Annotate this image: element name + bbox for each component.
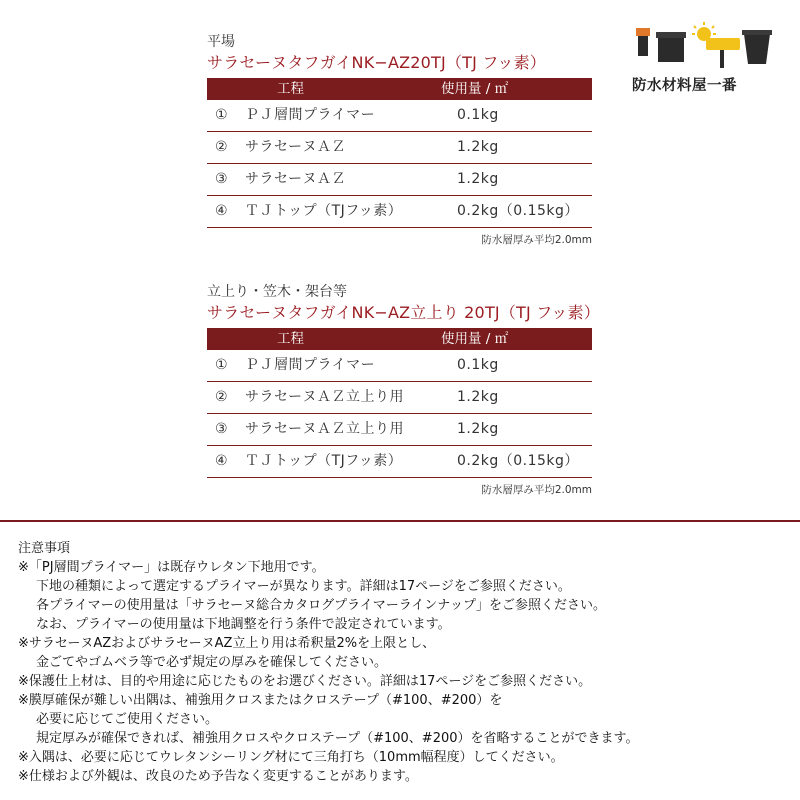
note-line: ※仕様および外観は、改良のため予告なく変更することがあります。 — [18, 769, 418, 784]
section-divider — [0, 520, 800, 522]
note-line: なお、プライマーの使用量は下地調整を行う条件で設定されています。 — [36, 617, 451, 632]
section-label: 平場 — [207, 34, 235, 50]
header-usage: 使用量 / ㎡ — [441, 81, 509, 97]
header-process: 工程 — [277, 331, 304, 347]
note-line: ※保護仕上材は、目的や用途に応じたものをお選びください。詳細は17ページをご参照ください。 — [18, 674, 592, 689]
row-material: ＴＪトップ（TJフッ素） — [245, 453, 403, 469]
note-line: 各プライマーの使用量は「サラセーヌ総合カタログプライマーラインナップ」をご参照ください。 — [36, 598, 607, 613]
row-material: サラセーヌＡＺ — [245, 171, 346, 187]
table-row — [207, 382, 592, 414]
notes-title: 注意事項 — [18, 541, 71, 556]
note-line: 必要に応じてご使用ください。 — [36, 712, 219, 727]
row-amount: 1.2kg — [457, 139, 499, 155]
thickness-note: 防水層厚み平均2.0mm — [481, 484, 592, 496]
table-row — [207, 132, 592, 164]
table-header — [207, 78, 592, 100]
row-material: ＰＪ層間プライマー — [245, 357, 376, 373]
note-line: ※「PJ層間プライマー」は既存ウレタン下地用です。 — [18, 560, 325, 575]
table-row — [207, 100, 592, 132]
row-amount: 1.2kg — [457, 171, 499, 187]
note-line: 下地の種類によって選定するプライマーが異なります。詳細は17ページをご参照ください。 — [36, 579, 571, 594]
note-line: 規定厚みが確保できれば、補強用クロスやクロステープ（#100、#200）を省略することができます。 — [36, 731, 639, 746]
thickness-note: 防水層厚み平均2.0mm — [481, 234, 592, 246]
table-row — [207, 164, 592, 196]
note-line: ※膜厚確保が難しい出隅は、補強用クロスまたはクロステープ（#100、#200）を — [18, 693, 503, 708]
table-row — [207, 350, 592, 382]
table-row — [207, 446, 592, 478]
row-number: ④ — [215, 203, 228, 219]
spec-title: サラセーヌタフガイNK−AZ20TJ（TJ フッ素） — [207, 53, 547, 72]
spec-title: サラセーヌタフガイNK−AZ立上り 20TJ（TJ フッ素） — [207, 303, 600, 322]
row-material: サラセーヌＡＺ立上り用 — [245, 421, 404, 437]
header-process: 工程 — [277, 81, 304, 97]
row-amount: 1.2kg — [457, 421, 499, 437]
row-number: ③ — [215, 421, 228, 437]
row-amount: 0.1kg — [457, 107, 499, 123]
note-line: ※入隅は、必要に応じてウレタンシーリング材にて三角打ち（10mm幅程度）してください。 — [18, 750, 564, 765]
row-number: ① — [215, 107, 228, 123]
notes-block — [18, 539, 788, 786]
row-number: ① — [215, 357, 228, 373]
rise-section — [207, 282, 600, 502]
table-row — [207, 196, 592, 228]
row-material: サラセーヌＡＺ立上り用 — [245, 389, 404, 405]
row-material: ＰＪ層間プライマー — [245, 107, 376, 123]
section-label: 立上り・笠木・架台等 — [207, 284, 347, 300]
flat-section — [207, 32, 592, 252]
row-material: ＴＪトップ（TJフッ素） — [245, 203, 403, 219]
row-amount: 0.1kg — [457, 357, 499, 373]
note-line: ※サラセーヌAZおよびサラセーヌAZ立上り用は希釈量2%を上限とし、 — [18, 636, 436, 651]
table-header — [207, 328, 592, 350]
logo-text: 防水材料屋一番 — [632, 78, 737, 94]
header-usage: 使用量 / ㎡ — [441, 331, 509, 347]
row-number: ② — [215, 389, 228, 405]
row-number: ③ — [215, 171, 228, 187]
row-number: ④ — [215, 453, 228, 469]
row-amount: 1.2kg — [457, 389, 499, 405]
row-material: サラセーヌＡＺ — [245, 139, 346, 155]
note-line: 金ごてやゴムベラ等で必ず規定の厚みを確保してください。 — [36, 655, 388, 670]
row-amount: 0.2kg（0.15kg） — [457, 453, 579, 469]
row-number: ② — [215, 139, 228, 155]
table-row — [207, 414, 592, 446]
row-amount: 0.2kg（0.15kg） — [457, 203, 579, 219]
